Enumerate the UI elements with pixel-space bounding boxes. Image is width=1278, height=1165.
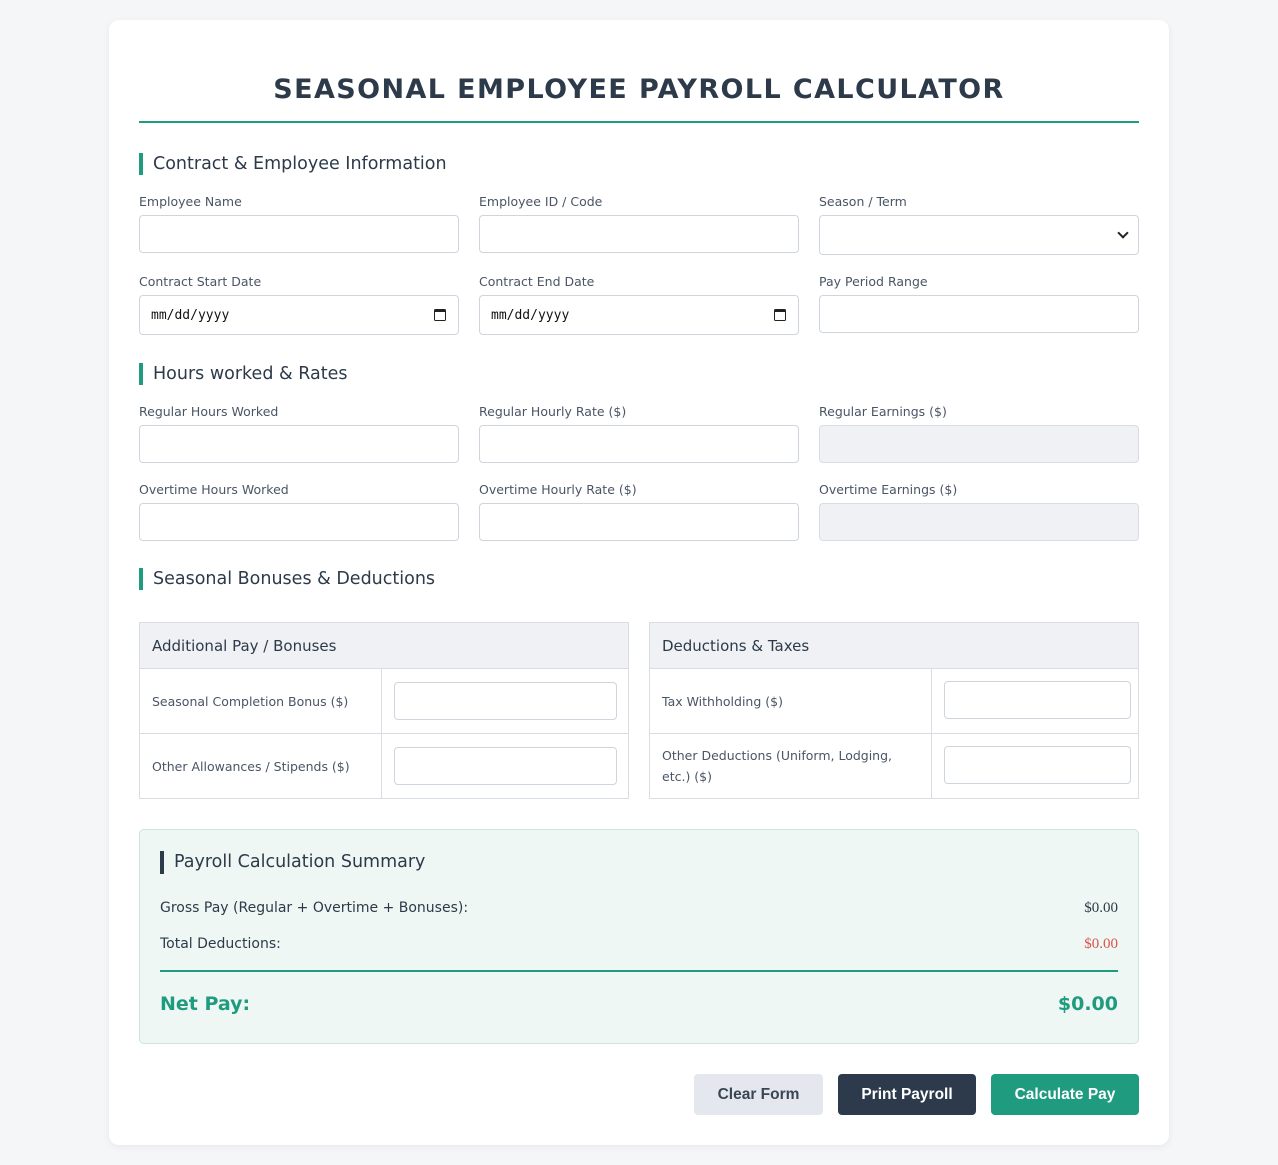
section-heading-contract: Contract & Employee Information bbox=[139, 153, 447, 175]
gross-pay-label: Gross Pay (Regular + Overtime + Bonuses): bbox=[160, 900, 469, 916]
column-divider bbox=[381, 669, 382, 733]
pay-period-label: Pay Period Range bbox=[819, 274, 928, 289]
employee-name-input[interactable] bbox=[139, 215, 459, 253]
table-row bbox=[140, 669, 628, 734]
contract-start-field bbox=[139, 273, 459, 323]
other-deductions-input[interactable] bbox=[944, 746, 1131, 784]
employee-id-input[interactable] bbox=[479, 215, 799, 253]
net-pay-value: $0.00 bbox=[1057, 993, 1118, 1015]
regular-earnings-label: Regular Earnings ($) bbox=[819, 404, 947, 419]
overtime-earnings-field bbox=[819, 481, 1139, 498]
overtime-hours-label: Overtime Hours Worked bbox=[139, 482, 289, 497]
overtime-rate-field bbox=[479, 481, 799, 498]
section-heading-hours: Hours worked & Rates bbox=[139, 363, 347, 385]
allowances-label: Other Allowances / Stipends ($) bbox=[152, 758, 350, 774]
regular-earnings-output bbox=[819, 425, 1139, 463]
contract-start-placeholder: mm/dd/yyyy bbox=[151, 308, 230, 323]
contract-end-field bbox=[479, 273, 799, 323]
total-deductions-label: Total Deductions: bbox=[160, 936, 281, 952]
table-row bbox=[650, 734, 1138, 798]
contract-end-placeholder: mm/dd/yyyy bbox=[491, 308, 570, 323]
season-term-select[interactable] bbox=[819, 215, 1139, 255]
other-deductions-label: Other Deductions (Uniform, Lodging, etc.) ($) bbox=[662, 748, 893, 784]
column-divider bbox=[381, 734, 382, 798]
overtime-rate-input[interactable] bbox=[479, 503, 799, 541]
summary-divider bbox=[160, 970, 1118, 972]
table-row bbox=[650, 669, 1138, 734]
net-pay-row bbox=[160, 991, 1118, 1017]
contract-start-input[interactable] bbox=[139, 295, 459, 335]
overtime-hours-input[interactable] bbox=[139, 503, 459, 541]
overtime-earnings-output bbox=[819, 503, 1139, 541]
regular-rate-input[interactable] bbox=[479, 425, 799, 463]
overtime-rate-label: Overtime Hourly Rate ($) bbox=[479, 482, 637, 497]
bonuses-table bbox=[139, 622, 629, 799]
bonuses-table-header: Additional Pay / Bonuses bbox=[140, 623, 628, 669]
print-payroll-button[interactable]: Print Payroll bbox=[838, 1074, 976, 1115]
allowances-input[interactable] bbox=[394, 747, 617, 785]
page-title: SEASONAL EMPLOYEE PAYROLL CALCULATOR bbox=[273, 74, 1005, 105]
regular-rate-label: Regular Hourly Rate ($) bbox=[479, 404, 627, 419]
season-term-field bbox=[819, 193, 1139, 210]
calculate-pay-button[interactable]: Calculate Pay bbox=[991, 1074, 1139, 1115]
overtime-hours-field bbox=[139, 481, 459, 498]
employee-id-field bbox=[479, 193, 799, 210]
regular-rate-field bbox=[479, 403, 799, 420]
column-divider bbox=[931, 734, 932, 798]
column-divider bbox=[931, 669, 932, 733]
overtime-earnings-label: Overtime Earnings ($) bbox=[819, 482, 958, 497]
employee-name-field bbox=[139, 193, 459, 210]
completion-bonus-input[interactable] bbox=[394, 682, 617, 720]
deductions-table-header: Deductions & Taxes bbox=[650, 623, 1138, 669]
regular-hours-input[interactable] bbox=[139, 425, 459, 463]
employee-id-label: Employee ID / Code bbox=[479, 194, 603, 209]
total-deductions-value: $0.00 bbox=[1084, 936, 1118, 952]
pay-period-input[interactable] bbox=[819, 295, 1139, 333]
calendar-icon[interactable] bbox=[434, 309, 446, 321]
pay-period-field bbox=[819, 273, 1139, 290]
clear-form-button[interactable]: Clear Form bbox=[694, 1074, 823, 1115]
calendar-icon[interactable] bbox=[774, 309, 786, 321]
net-pay-label: Net Pay: bbox=[160, 993, 251, 1015]
table-row bbox=[140, 734, 628, 798]
section-heading-bonuses: Seasonal Bonuses & Deductions bbox=[139, 568, 435, 590]
deductions-table bbox=[649, 622, 1139, 799]
employee-name-label: Employee Name bbox=[139, 194, 242, 209]
contract-end-input[interactable] bbox=[479, 295, 799, 335]
contract-start-label: Contract Start Date bbox=[139, 274, 262, 289]
summary-heading: Payroll Calculation Summary bbox=[160, 851, 425, 874]
total-deductions-row bbox=[160, 934, 1118, 954]
regular-hours-field bbox=[139, 403, 459, 420]
tax-withholding-input[interactable] bbox=[944, 681, 1131, 719]
payroll-summary bbox=[139, 829, 1139, 1044]
chevron-down-icon bbox=[1117, 227, 1128, 238]
tax-withholding-label: Tax Withholding ($) bbox=[662, 693, 783, 709]
regular-hours-label: Regular Hours Worked bbox=[139, 404, 279, 419]
payroll-card bbox=[109, 20, 1169, 1145]
season-term-label: Season / Term bbox=[819, 194, 907, 209]
contract-end-label: Contract End Date bbox=[479, 274, 595, 289]
title-divider bbox=[139, 121, 1139, 123]
completion-bonus-label: Seasonal Completion Bonus ($) bbox=[152, 693, 349, 709]
gross-pay-row bbox=[160, 898, 1118, 918]
gross-pay-value: $0.00 bbox=[1084, 900, 1118, 916]
regular-earnings-field bbox=[819, 403, 1139, 420]
